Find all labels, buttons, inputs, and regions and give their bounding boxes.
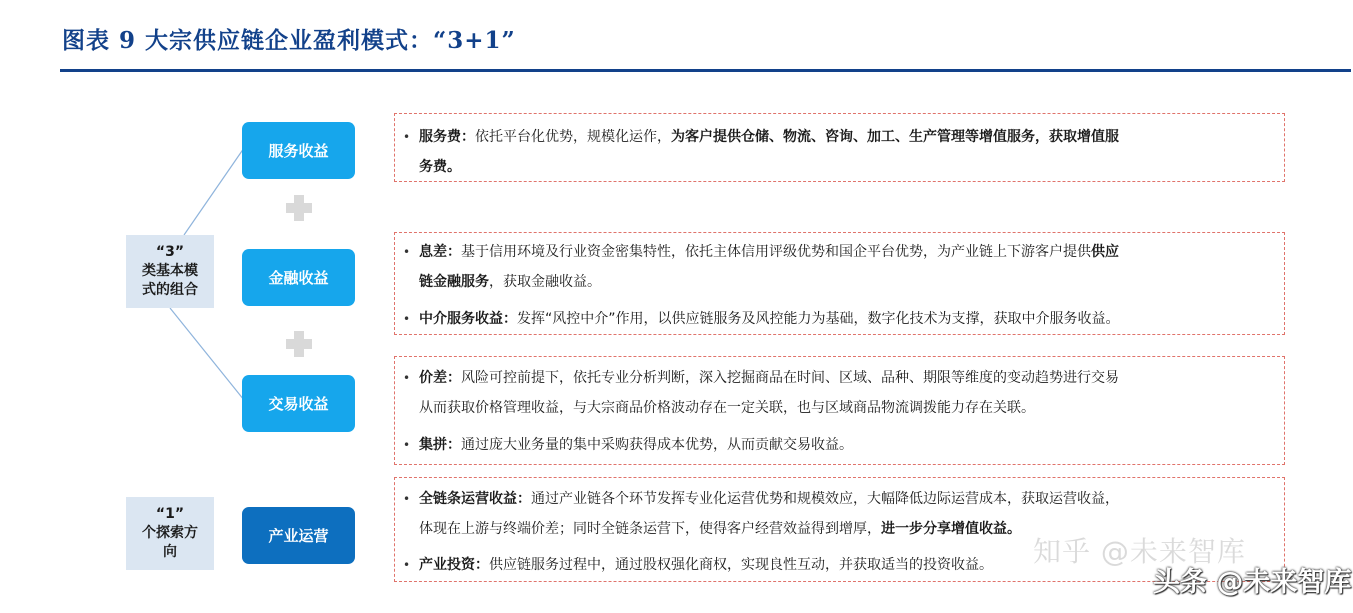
item-title: 息差	[419, 244, 447, 260]
mode-trade-revenue: 交易收益	[242, 375, 355, 432]
item-text: 基于信用环境及行业资金密集特性，依托主体信用评级优势和国企平台优势，为产业链上下游客户提供	[461, 244, 1091, 260]
item-bold-text: 进一步分享增值收益。	[881, 521, 1021, 537]
list-item: • 产业投资：供应链服务过程中，通过股权强化商权，实现良性互动，并获取适当的投资收益。	[403, 550, 1278, 580]
item-text: 发挥“风控中介”作用，以供应链服务及风控能力为基础，数字化技术为支撑，获取中介服务收益。	[517, 311, 1120, 327]
group-one-line-2: 个探索方	[142, 525, 198, 541]
mode-finance-revenue: 金融收益	[242, 249, 355, 306]
bullet-icon: •	[403, 371, 411, 385]
toutiao-watermark: 头条 @未来智库	[1153, 567, 1352, 598]
bullet-icon: •	[403, 312, 411, 326]
group-three-line-2: 类基本模	[142, 263, 198, 279]
item-text: 风险可控前提下，依托专业分析判断，深入挖掘商品在时间、区域、品种、期限等维度的变动趋势进行交易	[461, 370, 1119, 386]
list-item: • 息差：基于信用环境及行业资金密集特性，依托主体信用评级优势和国企平台优势，为产业链上下游客户提供供应 链金融服务，获取金融收益。	[403, 237, 1278, 297]
group-label-three	[126, 235, 214, 308]
group-one-line-1: “1”	[155, 506, 185, 522]
item-text: 供应链服务过程中，通过股权强化商权，实现良性互动，并获取适当的投资收益。	[489, 557, 993, 573]
item-text: 从而获取价格管理收益，与大宗商品价格波动存在一定关联，也与区域商品物流调拨能力存在关联。	[419, 400, 1035, 416]
finance-revenue-box	[394, 232, 1285, 335]
mode-service-revenue: 服务收益	[242, 122, 355, 179]
service-revenue-box	[394, 113, 1285, 182]
item-title: 服务费	[419, 129, 461, 145]
plus-icon	[286, 331, 312, 357]
group-three-line-1: “3”	[155, 244, 185, 260]
item-bold-text: 链金融服务	[419, 274, 489, 290]
item-bold-text: 务费。	[419, 159, 461, 175]
zhihu-watermark: 知乎 @未来智库	[1033, 535, 1246, 568]
item-text: 通过庞大业务量的集中采购获得成本优势，从而贡献交易收益。	[461, 437, 853, 453]
item-title: 价差	[419, 370, 447, 386]
bullet-icon: •	[403, 245, 411, 259]
item-text: ，获取金融收益。	[489, 274, 601, 290]
mode-industry-operation: 产业运营	[242, 507, 355, 564]
figure-title: 图表 9 大宗供应链企业盈利模式：“3+1”	[62, 27, 516, 54]
item-text: 体现在上游与终端价差；同时全链条运营下，使得客户经营效益得到增厚，	[419, 521, 881, 537]
group-label-one	[126, 497, 214, 570]
list-item: • 全链条运营收益：通过产业链各个环节发挥专业化运营优势和规模效应，大幅降低边际运营成本，获取运营收益， 体现在上游与终端价差；同时全链条运营下，使得客户经营效益得到增厚，进一步分享增值收益。	[403, 484, 1278, 544]
item-title: 中介服务收益	[419, 311, 503, 327]
item-bold-text: 为客户提供仓储、物流、咨询、加工、生产管理等增值服务，获取增值服	[671, 129, 1119, 145]
item-title: 产业投资	[419, 557, 475, 573]
group-three-line-3: 式的组合	[142, 282, 198, 298]
item-bold-text: 供应	[1091, 244, 1119, 260]
list-item: • 服务费：依托平台化优势，规模化运作，为客户提供仓储、物流、咨询、加工、生产管理等增值服务，获取增值服 务费。	[403, 122, 1278, 182]
item-text: 通过产业链各个环节发挥专业化运营优势和规模效应，大幅降低边际运营成本，获取运营收益，	[531, 491, 1119, 507]
plus-icon	[286, 195, 312, 221]
item-title: 集拼	[419, 437, 447, 453]
group-one-line-3: 向	[163, 544, 177, 560]
item-title: 全链条运营收益	[419, 491, 517, 507]
bullet-icon: •	[403, 438, 411, 452]
item-text: 依托平台化优势，规模化运作，	[475, 129, 671, 145]
trade-revenue-box	[394, 356, 1285, 465]
bullet-icon: •	[403, 492, 411, 506]
list-item: • 价差：风险可控前提下，依托专业分析判断，深入挖掘商品在时间、区域、品种、期限等维度的变动趋势进行交易 从而获取价格管理收益，与大宗商品价格波动存在一定关联，也与区域商品物流调拨能力存在关联。	[403, 363, 1278, 423]
bullet-icon: •	[403, 130, 411, 144]
list-item: • 中介服务收益：发挥“风控中介”作用，以供应链服务及风控能力为基础，数字化技术为支撑，获取中介服务收益。	[403, 304, 1278, 334]
bullet-icon: •	[403, 558, 411, 572]
list-item: • 集拼：通过庞大业务量的集中采购获得成本优势，从而贡献交易收益。	[403, 430, 1278, 460]
